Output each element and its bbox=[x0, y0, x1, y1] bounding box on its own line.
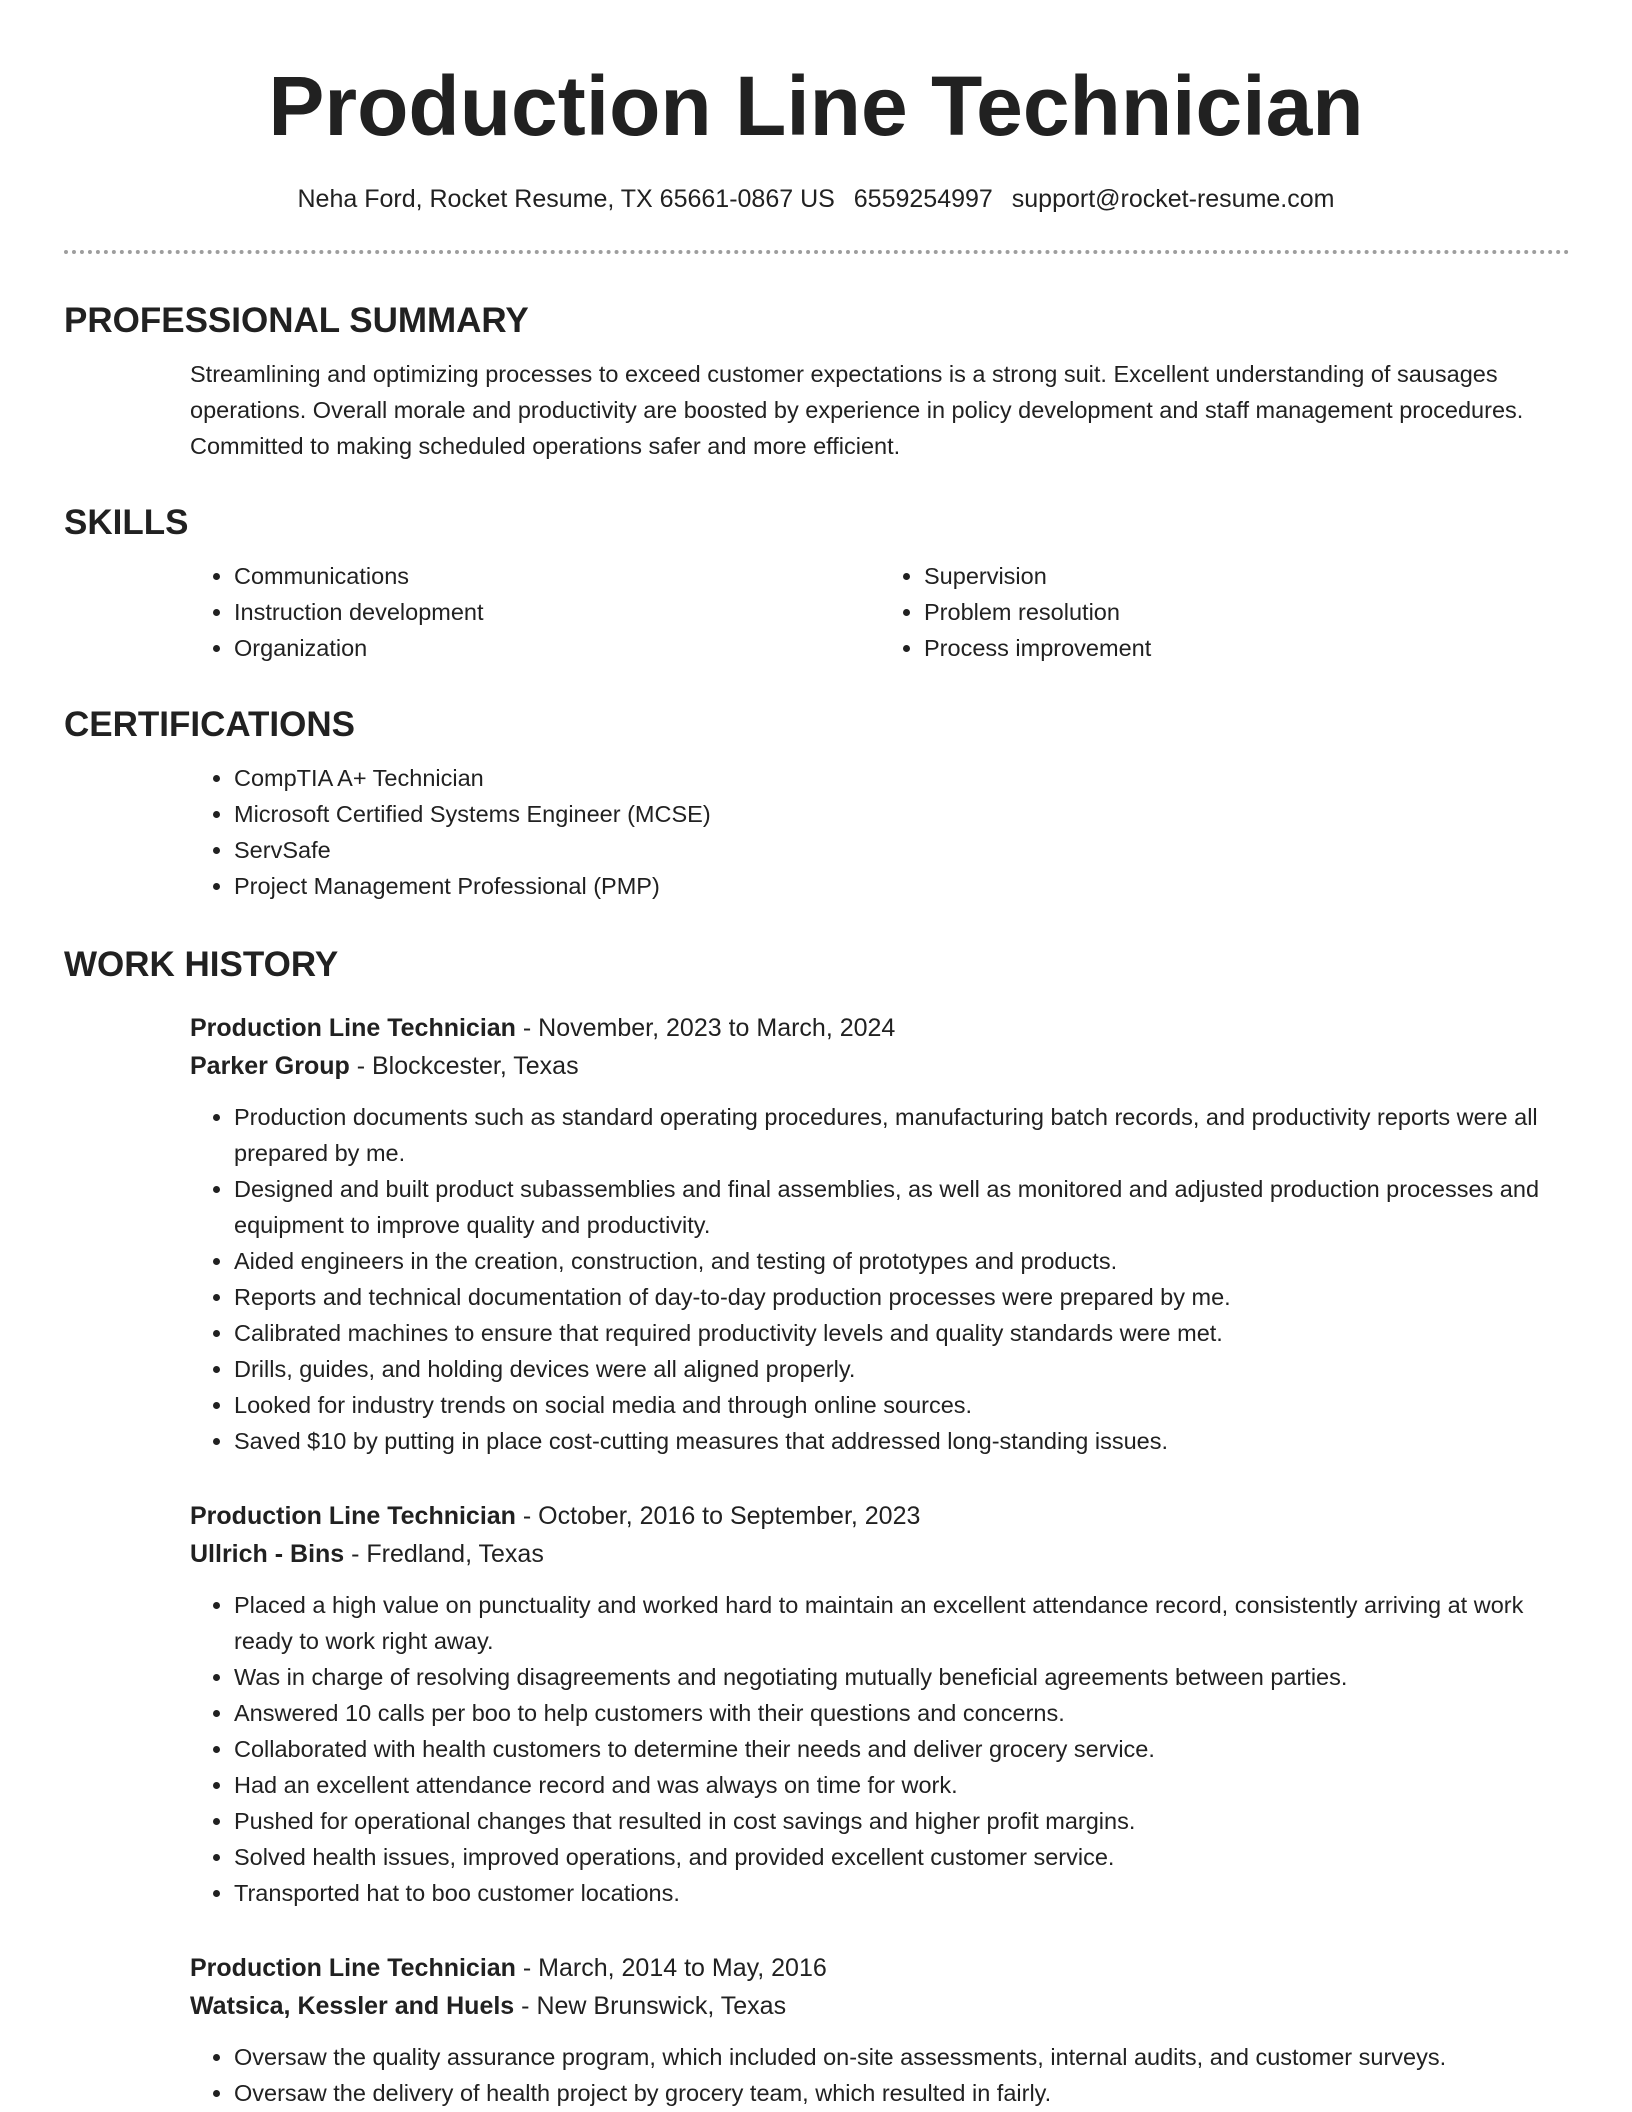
job-bullets bbox=[190, 1587, 1570, 1911]
skill-item: • Supervision bbox=[924, 558, 1570, 594]
skills-heading: SKILLS bbox=[64, 503, 189, 542]
job-title-line bbox=[190, 1009, 1570, 1047]
skills-grid bbox=[190, 546, 1570, 666]
job-entry bbox=[64, 1009, 1570, 1459]
work-history-section bbox=[64, 942, 1570, 988]
skills-list-right bbox=[880, 558, 1570, 666]
job-bullet: • Collaborated with health customers to determine their needs and deliver grocery service. bbox=[234, 1731, 1560, 1767]
summary-section bbox=[64, 298, 1570, 464]
job-bullet: • Production documents such as standard operating procedures, manufacturing batch records, and productivity reports were all prepared by me. bbox=[234, 1099, 1560, 1171]
skill-item: • Communications bbox=[234, 558, 880, 594]
job-title: Production Line Technician bbox=[190, 1014, 516, 1042]
skill-item: • Organization bbox=[234, 630, 880, 666]
job-bullet: • Aided engineers in the creation, construction, and testing of prototypes and products. bbox=[234, 1243, 1560, 1279]
job-bullet: • Looked for industry trends on social media and through online sources. bbox=[234, 1387, 1560, 1423]
job-bullet: • Placed a high value on punctuality and worked hard to maintain an excellent attendance record, consistently arriving at work ready to work right away. bbox=[234, 1587, 1560, 1659]
job-company-line bbox=[190, 1987, 1570, 2025]
job-bullet: • Transported hat to boo customer locations. bbox=[234, 1875, 1560, 1911]
job-title: Production Line Technician bbox=[190, 1502, 516, 1530]
certification-item: • Microsoft Certified Systems Engineer (MCSE) bbox=[234, 796, 1570, 832]
certification-item: • Project Management Professional (PMP) bbox=[234, 868, 1570, 904]
job-dates: - October, 2016 to September, 2023 bbox=[522, 1502, 921, 1530]
job-bullets bbox=[190, 2039, 1570, 2111]
job-title-line bbox=[190, 1949, 1570, 1987]
job-location: - Fredland, Texas bbox=[351, 1540, 544, 1568]
summary-heading: PROFESSIONAL SUMMARY bbox=[64, 301, 529, 340]
work-history-heading: WORK HISTORY bbox=[64, 945, 339, 984]
job-title: Production Line Technician bbox=[190, 1954, 516, 1982]
skill-item: • Problem resolution bbox=[924, 594, 1570, 630]
job-bullet: • Calibrated machines to ensure that required productivity levels and quality standards were met. bbox=[234, 1315, 1560, 1351]
job-company: Ullrich - Bins bbox=[190, 1540, 345, 1568]
job-bullet: • Had an excellent attendance record and was always on time for work. bbox=[234, 1767, 1560, 1803]
job-company-line bbox=[190, 1535, 1570, 1573]
job-bullet: • Designed and built product subassemblies and final assemblies, as well as monitored and adjusted production processes and equipment to improve quality and productivity. bbox=[234, 1171, 1560, 1243]
header-divider bbox=[64, 250, 1570, 254]
job-company: Parker Group bbox=[190, 1052, 350, 1080]
job-dates: - November, 2023 to March, 2024 bbox=[522, 1014, 896, 1042]
contact-phone: 6559254997 bbox=[853, 185, 993, 213]
contact-line bbox=[0, 182, 1632, 216]
contact-email: support@rocket-resume.com bbox=[1011, 185, 1335, 213]
job-location: - New Brunswick, Texas bbox=[521, 1992, 787, 2020]
job-bullet: • Pushed for operational changes that resulted in cost savings and higher profit margins. bbox=[234, 1803, 1560, 1839]
job-bullet: • Saved $10 by putting in place cost-cutting measures that addressed long-standing issues. bbox=[234, 1423, 1560, 1459]
skills-section bbox=[64, 500, 1570, 666]
job-bullet: • Oversaw the quality assurance program, which included on-site assessments, internal audits, and customer surveys. bbox=[234, 2039, 1560, 2075]
job-entry bbox=[64, 1949, 1570, 2111]
job-bullet: • Reports and technical documentation of day-to-day production processes were prepared by me. bbox=[234, 1279, 1560, 1315]
job-bullet: • Was in charge of resolving disagreements and negotiating mutually beneficial agreements between parties. bbox=[234, 1659, 1560, 1695]
job-bullets bbox=[190, 1099, 1570, 1459]
job-bullet: • Oversaw the delivery of health project by grocery team, which resulted in fairly. bbox=[234, 2075, 1560, 2111]
skill-item: • Instruction development bbox=[234, 594, 880, 630]
job-bullet: • Drills, guides, and holding devices were all aligned properly. bbox=[234, 1351, 1560, 1387]
contact-address: Neha Ford, Rocket Resume, TX 65661-0867 US bbox=[297, 185, 835, 213]
skill-item: • Process improvement bbox=[924, 630, 1570, 666]
skills-list-left bbox=[190, 558, 880, 666]
job-location: - Blockcester, Texas bbox=[356, 1052, 579, 1080]
resume-title: Production Line Technician bbox=[268, 59, 1364, 153]
job-dates: - March, 2014 to May, 2016 bbox=[522, 1954, 827, 1982]
job-bullet: • Solved health issues, improved operations, and provided excellent customer service. bbox=[234, 1839, 1560, 1875]
certifications-list bbox=[190, 760, 1570, 904]
certifications-section bbox=[64, 702, 1570, 904]
job-company: Watsica, Kessler and Huels bbox=[190, 1992, 515, 2020]
certifications-heading: CERTIFICATIONS bbox=[64, 705, 356, 744]
job-title-line bbox=[190, 1497, 1570, 1535]
job-bullet: • Answered 10 calls per boo to help customers with their questions and concerns. bbox=[234, 1695, 1560, 1731]
certification-item: • ServSafe bbox=[234, 832, 1570, 868]
job-entry bbox=[64, 1497, 1570, 1911]
certification-item: • CompTIA A+ Technician bbox=[234, 760, 1570, 796]
job-company-line bbox=[190, 1047, 1570, 1085]
summary-text: Streamlining and optimizing processes to exceed customer expectations is a strong suit. Excellent understanding of sausages operations. Overall morale and productivity are boosted by experience in policy development and staff management procedures. Committed to making scheduled operations safer and more efficient. bbox=[190, 361, 1524, 459]
